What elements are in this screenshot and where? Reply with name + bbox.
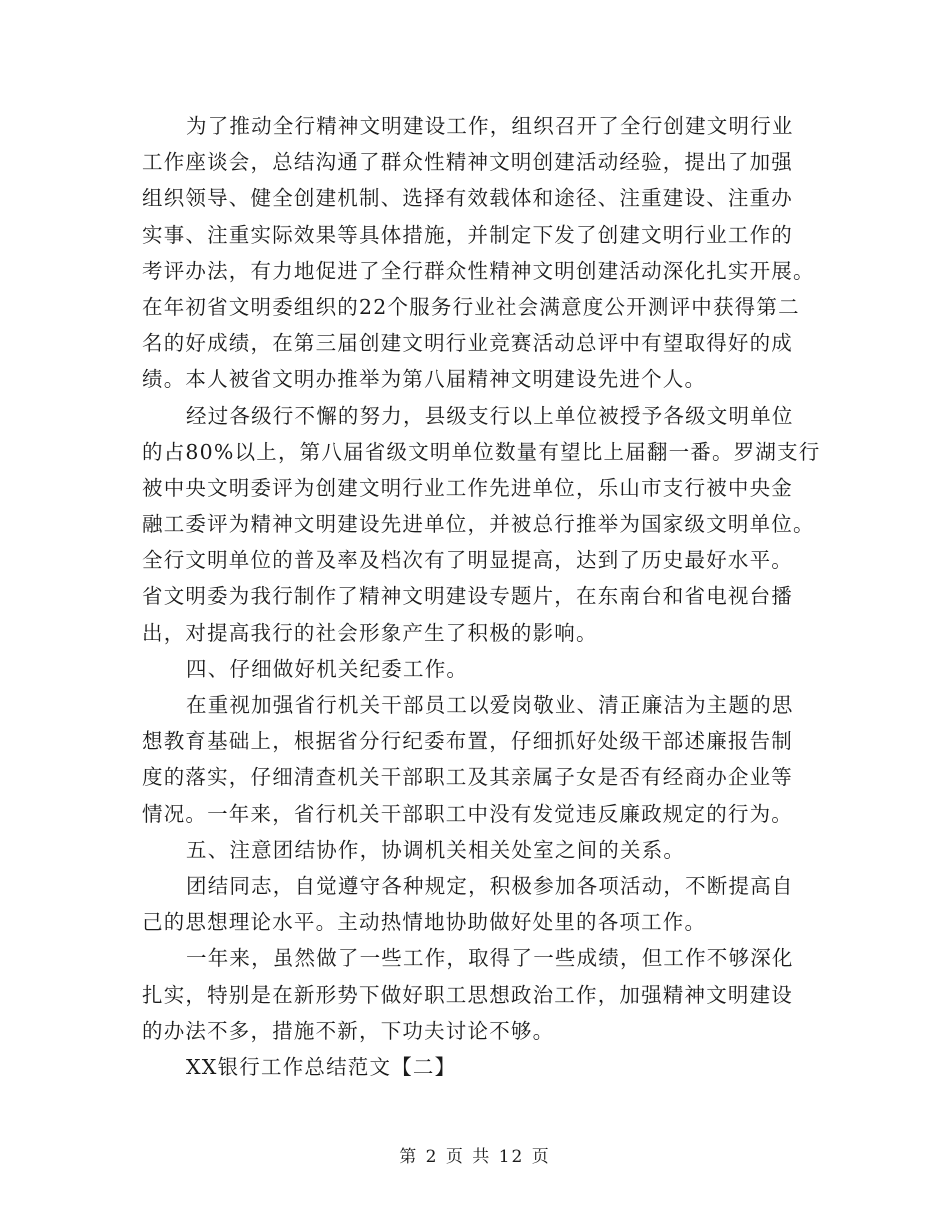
text-line: 融工委评为精神文明建设先进单位，并被总行推举为国家级文明单位。 [142,512,815,537]
text-line: 四、仔细做好机关纪委工作。 [186,656,469,681]
text-line: 组织领导、健全创建机制、选择有效载体和途径、注重建设、注重办 [142,186,793,211]
text-line: 绩。本人被省文明办推举为第八届精神文明建设先进个人。 [142,367,707,392]
text-line: 名的好成绩，在第三届创建文明行业竞赛活动总评中有望取得好的成 [142,331,793,356]
text-line: 被中央文明委评为创建文明行业工作先进单位，乐山市支行被中央金 [142,475,793,500]
page-footer: 第 2 页 共 12 页 [399,1147,551,1167]
text-line: 在重视加强省行机关干部员工以爱岗敬业、清正廉洁为主题的思 [186,693,794,717]
text-line: 为了推动全行精神文明建设工作，组织召开了全行创建文明行业 [186,114,794,138]
text-line: 一年来，虽然做了一些工作，取得了一些成绩，但工作不够深化 [186,946,794,971]
text-line: 己的思想理论水平。主动热情地协助做好处里的各项工作。 [142,910,707,935]
text-line: 想教育基础上，根据省分行纪委布置，仔细抓好处级干部述廉报告制 [142,729,793,754]
text-line: 在年初省文明委组织的22个服务行业社会满意度公开测评中获得第二 [142,294,800,319]
text-line: 工作座谈会，总结沟通了群众性精神文明创建活动经验，提出了加强 [142,150,793,175]
text-line: 出，对提高我行的社会形象产生了积极的影响。 [142,620,598,645]
text-line: 实事、注重实际效果等具体措施，并制定下发了创建文明行业工作的 [142,222,793,247]
text-line: 考评办法，有力地促进了全行群众性精神文明创建活动深化扎实开展。 [142,258,815,283]
document-body [142,108,821,1085]
text-line: 经过各级行不懈的努力，县级支行以上单位被授予各级文明单位 [186,403,794,428]
text-line: 团结同志，自觉遵守各种规定，积极参加各项活动，不断提高自 [186,873,794,898]
text-line: 情况。一年来，省行机关干部职工中没有发觉违反廉政规定的行为。 [142,801,793,826]
text-line: 五、注意团结协作，协调机关相关处室之间的关系。 [186,837,686,862]
text-line: 的占80%以上，第八届省级文明单位数量有望比上届翻一番。罗湖支行 [142,439,821,464]
text-line: 的办法不多，措施不新，下功夫讨论不够。 [142,1018,555,1043]
text-line: 省文明委为我行制作了精神文明建设专题片，在东南台和省电视台播 [142,584,793,609]
text-line: 扎实，特别是在新形势下做好职工思想政治工作，加强精神文明建设 [142,982,793,1007]
text-line: 全行文明单位的普及率及档次有了明显提高，达到了历史最好水平。 [142,548,793,573]
text-line: XX银行工作总结范文【二】 [186,1054,457,1079]
text-line: 度的落实，仔细清查机关干部职工及其亲属子女是否有经商办企业等 [142,765,793,790]
